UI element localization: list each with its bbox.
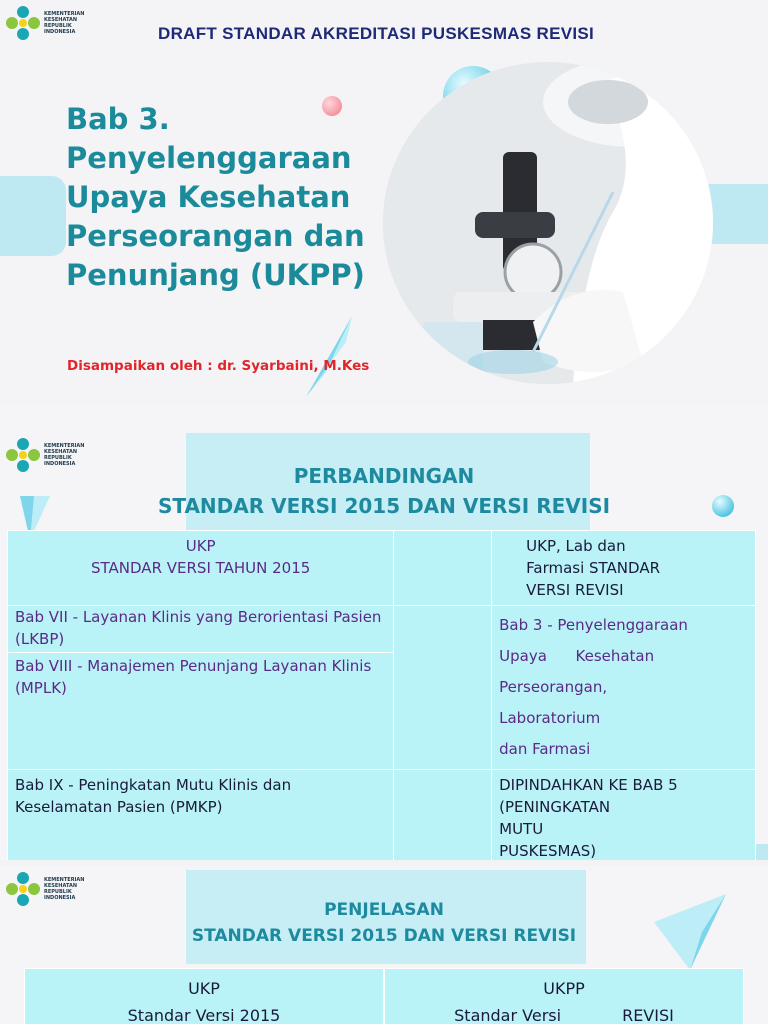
header-cell-2015	[8, 531, 394, 606]
header-ukp-lab: UKP, Lab dan	[526, 537, 626, 555]
bab3-line3: Perseorangan,	[499, 678, 608, 696]
kemenkes-logo	[6, 6, 84, 40]
mplk-text: Bab VIII - Manajemen Penunjang Layanan Klinis (MPLK)	[15, 657, 372, 697]
moved-line3: MUTU	[499, 820, 544, 838]
slide-comparison	[0, 404, 768, 860]
header-standar-2015: STANDAR VERSI TAHUN 2015	[91, 559, 311, 577]
header-farmasi-standar: Farmasi STANDAR	[526, 559, 660, 577]
decor-pill-left	[0, 176, 66, 256]
col-ukp-title: UKP	[188, 979, 220, 998]
bab3-line5: dan Farmasi	[499, 740, 591, 758]
row1-mid-cell	[394, 606, 492, 770]
kemenkes-logo-text: KEMENTERIAN KESEHATAN REPUBLIK INDONESIA	[44, 11, 85, 35]
presenter-text: Disampaikan oleh : dr. Syarbaini, M.Kes	[67, 358, 370, 374]
col-ukpp-title: UKPP	[543, 979, 585, 998]
row2-mid-cell	[394, 770, 492, 861]
lab-photo	[383, 62, 713, 384]
kemenkes-logo-icon	[6, 6, 40, 40]
bab3-line4: Laboratorium	[499, 709, 601, 727]
comparison-table	[7, 530, 756, 860]
row1-right-cell	[492, 606, 756, 770]
heading-standar: STANDAR VERSI 2015 DAN VERSI REVISI	[157, 494, 611, 518]
slide-explanation	[0, 866, 768, 1024]
moved-line1: DIPINDAHKAN KE BAB 5	[499, 776, 678, 794]
chapter-title: Bab 3. Penyelenggaraan Upaya Kesehatan Perseorangan dan Penunjang (UKPP)	[66, 102, 365, 292]
draft-header: DRAFT STANDAR AKREDITASI PUSKESMAS REVISI	[158, 24, 595, 43]
decor-triangle	[296, 312, 356, 398]
bab3-line1: Bab 3 - Penyelenggaraan	[499, 616, 688, 634]
heading-penjelasan: PENJELASAN	[324, 900, 444, 920]
kemenkes-logo-text: KEMENTERIAN KESEHATAN REPUBLIK INDONESIA	[44, 443, 85, 467]
col-ukp-sub: Standar Versi 2015	[127, 1006, 281, 1024]
table-row	[8, 606, 756, 770]
table-row	[8, 770, 756, 861]
slide-title	[0, 0, 768, 398]
table-header-row	[8, 531, 756, 606]
heading-standar: STANDAR VERSI 2015 DAN VERSI REVISI	[191, 926, 577, 946]
pmkp-text: Bab IX - Peningkatan Mutu Klinis dan Keselamatan Pasien (PMKP)	[15, 776, 292, 816]
header-versi-revisi: VERSI REVISI	[526, 581, 624, 599]
col-ukp	[25, 969, 385, 1024]
moved-line4: PUSKESMAS)	[499, 842, 597, 860]
header-cell-revisi	[492, 531, 756, 606]
lkbp-text: Bab VII - Layanan Klinis yang Berorientasi Pasien (LKBP)	[8, 606, 393, 653]
col-ukpp-sub: Standar Versi REVISI	[454, 1006, 674, 1024]
bab3-line2: Upaya Kesehatan	[499, 647, 655, 665]
row1-left-cell	[8, 606, 394, 770]
heading-perbandingan: PERBANDINGAN	[293, 464, 475, 488]
row2-right-cell	[492, 770, 756, 861]
header-cell-empty	[394, 531, 492, 606]
moved-line2: (PENINGKATAN	[499, 798, 611, 816]
header-ukp: UKP	[185, 537, 216, 555]
kemenkes-logo-text: KEMENTERIAN KESEHATAN REPUBLIK INDONESIA	[44, 877, 85, 901]
col-ukpp	[385, 969, 743, 1024]
explanation-table	[24, 968, 744, 1024]
row2-left-cell	[8, 770, 394, 861]
